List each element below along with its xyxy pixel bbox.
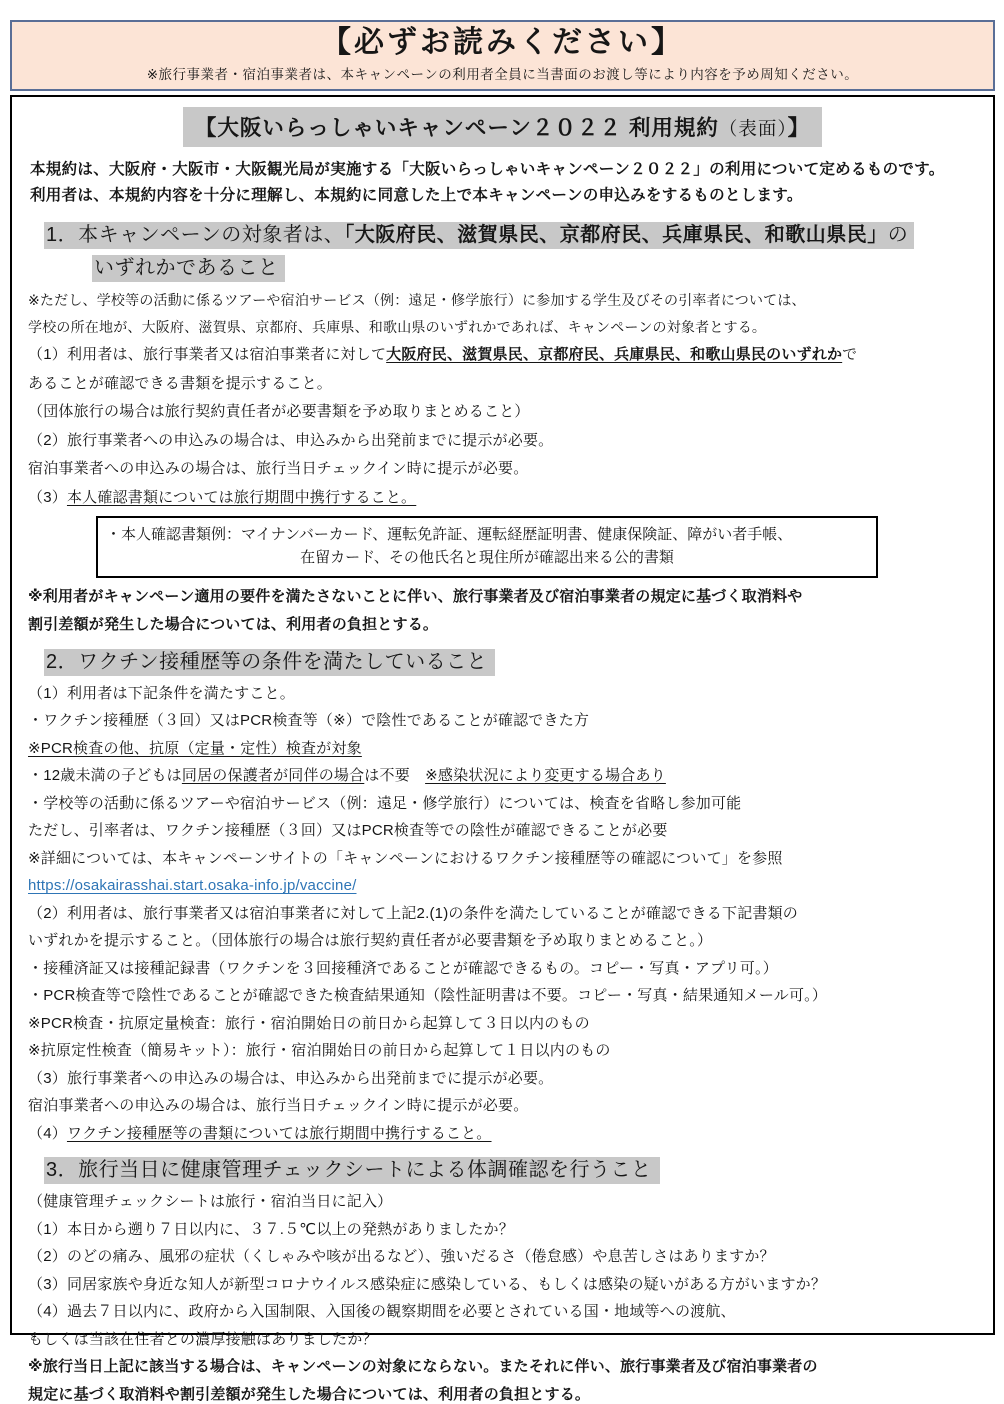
id-document-examples-box <box>96 516 878 578</box>
item-2-4-marker: （4） <box>28 1124 67 1142</box>
doc-title <box>183 107 822 147</box>
section-2-item-2-line-2: いずれかを提示すること。（団体旅行の場合は旅行契約責任者が必要書類を予め取りまとめること。） <box>28 932 713 950</box>
page <box>0 20 1004 1403</box>
section-1-item-1-line-1 <box>28 345 977 365</box>
section-1-item-2-line-1: （2）旅行事業者への申込みの場合は、申込みから出発前までに提示が必要。 <box>28 431 554 449</box>
section-3-question-4-line-1: （4）過去７日以内に、政府から入国制限、入国後の観察期間を必要とされている国・地域等への渡航、 <box>28 1303 736 1321</box>
section-2-heading <box>44 649 977 676</box>
section-2-bullet-certificate: ・接種済証又は接種記録書（ワクチンを３回接種済であることが確認できるもの。コピー・写真・アプリ可。） <box>28 959 778 977</box>
item-2-4-carry-documents: ワクチン接種歴等の書類については旅行期間中携行すること。 <box>66 1124 492 1142</box>
section-2-heading-text: 2．ワクチン接種歴等の条件を満たしていること <box>44 649 495 676</box>
notice-banner <box>10 20 995 91</box>
section-2-bullet-vaccine: ・ワクチン接種歴（３回）又はPCR検査等（※）で陰性であることが確認できた方 <box>28 712 590 730</box>
section-1-heading-prefectures: 「大阪府民、滋賀県民、京都府民、兵庫県民、和歌山県民」 <box>344 223 888 246</box>
section-2-item-3-line-2: 宿泊事業者への申込みの場合は、旅行当日チェックイン時に提示が必要。 <box>28 1097 529 1115</box>
pcr-note-text: ※PCR検査の他、抗原（定量・定性）検査が対象 <box>28 739 362 757</box>
section-3-note: （健康管理チェックシートは旅行・宿泊当日に記入） <box>28 1193 393 1211</box>
section-2-item-4 <box>28 1124 977 1144</box>
section-1-warning-line-2: 割引差額が発生した場合については、利用者の負担とする。 <box>28 616 439 634</box>
section-1-item-3 <box>28 488 977 508</box>
doc-title-main: 【大阪いらっしゃいキャンペーン２０２２ 利用規約 <box>194 115 719 140</box>
doc-title-close-bracket: 】 <box>787 115 811 140</box>
banner-title: 【必ずお読みください】 <box>321 26 684 59</box>
section-2-bullet-school-line-2: ただし、引率者は、ワクチン接種歴（３回）又はPCR検査等での陰性が確認できることが必要 <box>28 822 668 840</box>
section-2-bullet-school-line-1: ・学校等の活動に係るツアーや宿泊サービス（例：遠足・修学旅行）については、検査を省略し参加可能 <box>28 794 742 812</box>
section-3-warning-line-1: ※旅行当日上記に該当する場合は、キャンペーンの対象にならない。またそれに伴い、旅行事業者及び宿泊事業者の <box>28 1358 818 1376</box>
terms-document <box>10 95 995 1403</box>
section-2-pcr-note <box>28 739 977 759</box>
intro-line-2: 利用者は、本規約内容を十分に理解し、本規約に同意した上で本キャンペーンの申込みをするものとします。 <box>30 187 803 205</box>
section-3-warning-line-2: 規定に基づく取消料や割引差額が発生した場合については、利用者の負担とする。 <box>28 1385 591 1403</box>
doc-title-side-label: （表面） <box>718 117 788 139</box>
section-3-question-2: （2）のどの痛み、風邪の症状（くしゃみや咳が出るなど）、強いだるさ（倦怠感）や息苦しさはありますか？ <box>28 1248 775 1266</box>
item-1-1-suffix: で <box>842 346 858 364</box>
section-1-note-line-1: ※ただし、学校等の活動に係るツアーや宿泊サービス（例：遠足・修学旅行）に参加する学生及びその引率者については、 <box>28 291 806 308</box>
section-1-item-1-group-note: （団体旅行の場合は旅行契約責任者が必要書類を予め取りまとめること） <box>28 403 530 421</box>
section-2 <box>28 649 977 1144</box>
id-examples-line-1: ・本人確認書類例：マイナンバーカード、運転免許証、運転経歴証明書、健康保険証、障がい者手帳、 <box>106 526 793 544</box>
section-1 <box>28 222 977 635</box>
section-2-item-1: （1）利用者は下記条件を満たすこと。 <box>28 684 295 702</box>
section-1-heading-line-2-text: いずれかであること <box>92 255 285 282</box>
banner-subtitle: ※旅行事業者・宿泊事業者は、本キャンペーンの利用者全員に当書面のお渡し等により内容を予め周知ください。 <box>146 66 859 82</box>
section-2-item-2-line-1: （2）利用者は、旅行事業者又は宿泊事業者に対して上記2.(1)の条件を満たしていることが確認できる下記書類の <box>28 904 798 922</box>
section-1-heading-suffix: の <box>887 223 909 246</box>
section-3-heading-text: 3．旅行当日に健康管理チェックシートによる体調確認を行うこと <box>44 1157 660 1184</box>
section-2-bullet-children <box>28 766 977 786</box>
section-2-detail-note: ※詳細については、本キャンペーンサイトの「キャンペーンにおけるワクチン接種歴等の確認について」を参照 <box>28 849 783 867</box>
section-3 <box>28 1157 977 1404</box>
item-1-1-prefecture-requirement: 大阪府民、滋賀県民、京都府民、兵庫県民、和歌山県民のいずれか <box>386 346 843 364</box>
children-change-note: ※感染状況により変更する場合あり <box>425 767 666 785</box>
item-1-3-carry-documents: 本人確認書類については旅行期間中携行すること。 <box>66 488 417 506</box>
vaccine-info-link[interactable]: https://osakairasshai.start.osaka-info.jp/vaccine/ <box>28 877 357 895</box>
item-1-1-prefix: （1）利用者は、旅行事業者又は宿泊事業者に対して <box>28 346 387 364</box>
id-examples-line-2: 在留カード、その他氏名と現住所が確認出来る公的書類 <box>300 549 674 567</box>
section-3-heading <box>44 1157 977 1184</box>
section-1-heading-line-2 <box>92 255 977 282</box>
section-2-bullet-test-result: ・PCR検査等で陰性であることが確認できた検査結果通知（陰性証明書は不要。コピー・写真・結果通知メール可。） <box>28 987 828 1005</box>
section-1-heading-line-1 <box>44 222 977 249</box>
children-guardian-condition: 同居の保護者が同伴の場合 <box>181 767 365 785</box>
children-prefix: ・12歳未満の子どもは <box>28 767 182 785</box>
section-3-question-3: （3）同居家族や身近な知人が新型コロナウイルス感染症に感染している、もしくは感染の疑いがある方がいますか？ <box>28 1275 827 1293</box>
section-3-question-1: （1）本日から遡り７日以内に、３７.５℃以上の発熱がありましたか？ <box>28 1220 514 1238</box>
vaccine-info-link-row <box>28 876 977 896</box>
section-1-heading-prefix: 1．本キャンペーンの対象者は、 <box>46 223 345 246</box>
intro-line-1: 本規約は、大阪府・大阪市・大阪観光局が実施する「大阪いらっしゃいキャンペーン２０２２」の利用について定めるものです。 <box>30 160 945 178</box>
section-3-question-4-line-2: もしくは当該在住者との濃厚接触はありましたか？ <box>28 1330 378 1348</box>
doc-title-row <box>28 107 977 147</box>
section-2-test-window-note-1: ※PCR検査・抗原定量検査：旅行・宿泊開始日の前日から起算して３日以内のもの <box>28 1014 590 1032</box>
item-1-3-marker: （3） <box>28 488 67 506</box>
section-1-item-2-line-2: 宿泊事業者への申込みの場合は、旅行当日チェックイン時に提示が必要。 <box>28 460 529 478</box>
section-1-note-line-2: 学校の所在地が、大阪府、滋賀県、京都府、兵庫県、和歌山県のいずれかであれば、キャンペーンの対象者とする。 <box>28 319 767 335</box>
section-2-item-3-line-1: （3）旅行事業者への申込みの場合は、申込みから出発前までに提示が必要。 <box>28 1069 554 1087</box>
section-1-heading-highlight <box>44 222 914 249</box>
section-1-warning-line-1: ※利用者がキャンペーン適用の要件を満たさないことに伴い、旅行事業者及び宿泊事業者の規定に基づく取消料や <box>28 587 803 605</box>
children-suffix: は不要 <box>364 767 426 785</box>
section-2-test-window-note-2: ※抗原定性検査（簡易キット）：旅行・宿泊開始日の前日から起算して１日以内のもの <box>28 1042 611 1060</box>
section-1-item-1-line-2: あることが確認できる書類を提示すること。 <box>28 374 333 392</box>
intro-paragraph <box>30 157 975 210</box>
